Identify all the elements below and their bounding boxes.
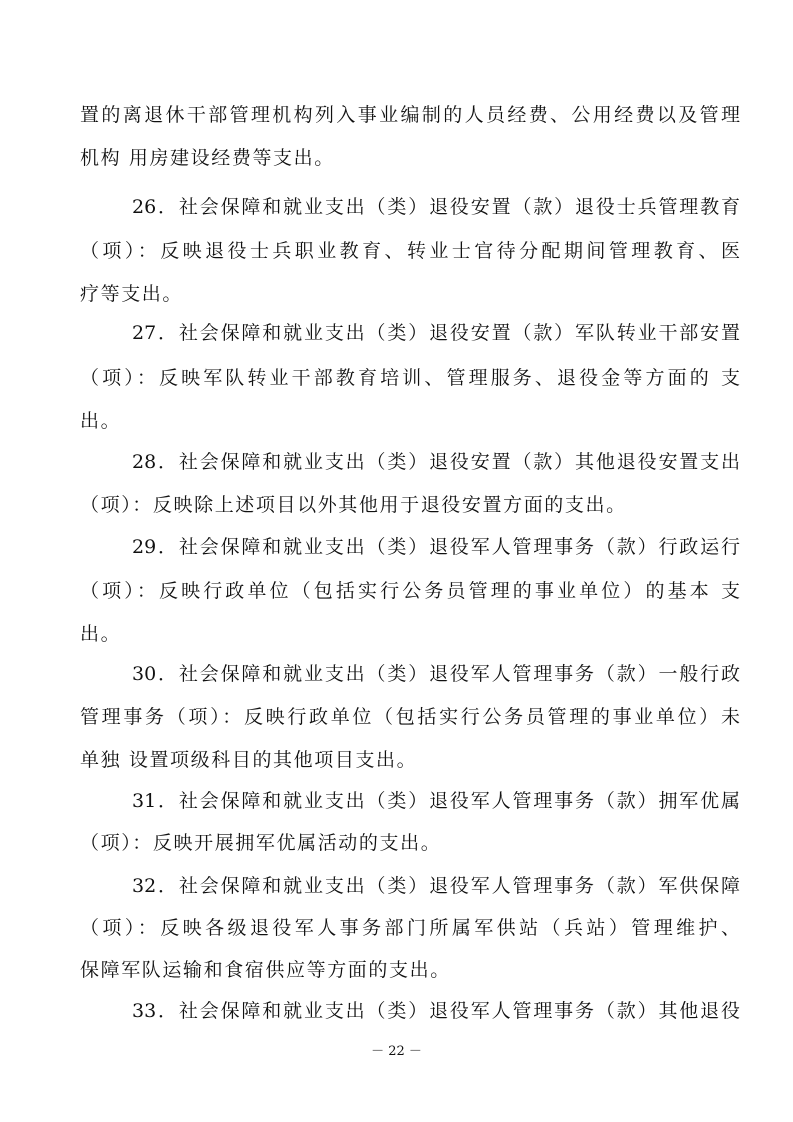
text-line: （项）：反映除上述项目以外其他用于退役安置方面的支出。 xyxy=(80,494,627,516)
paragraph-start-line: 29．社会保障和就业支出（类）退役军人管理事务（款）行政运行 xyxy=(132,536,740,558)
paragraph-start-line: 33．社会保障和就业支出（类）退役军人管理事务（款）其他退役 xyxy=(132,1000,740,1022)
paragraph-start-line: 32．社会保障和就业支出（类）退役军人管理事务（款）军供保障 xyxy=(132,875,740,897)
text-line: （项）：反映退役士兵职业教育、转业士官待分配期间管理教育、医 xyxy=(80,240,740,262)
text-line: （项）：反映军队转业干部教育培训、管理服务、退役金等方面的 支 xyxy=(80,367,740,389)
text-line: 机构 用房建设经费等支出。 xyxy=(80,147,335,169)
paragraph-start-line: 30．社会保障和就业支出（类）退役军人管理事务（款）一般行政 xyxy=(132,663,740,685)
paragraph-start-line: 27．社会保障和就业支出（类）退役安置（款）军队转业干部安置 xyxy=(132,322,740,344)
text-line: （项）：反映行政单位（包括实行公务员管理的事业单位）的基本 支 xyxy=(80,580,740,602)
text-line: 疗等支出。 xyxy=(80,283,184,305)
text-line: 置的离退休干部管理机构列入事业编制的人员经费、公用经费以及管理 xyxy=(80,104,740,126)
text-line: 出。 xyxy=(80,623,122,645)
paragraph-start-line: 31．社会保障和就业支出（类）退役军人管理事务（款）拥军优属 xyxy=(132,790,740,812)
text-line: 管理事务（项）：反映行政单位（包括实行公务员管理的事业单位）未 xyxy=(80,706,740,728)
paragraph-start-line: 28．社会保障和就业支出（类）退役安置（款）其他退役安置支出 xyxy=(132,451,740,473)
text-line: 出。 xyxy=(80,410,122,432)
text-line: 保障军队运输和食宿供应等方面的支出。 xyxy=(80,959,451,981)
text-line: （项）：反映各级退役军人事务部门所属军供站（兵站）管理维护、 xyxy=(80,917,740,939)
text-line: 单独 设置项级科目的其他项目支出。 xyxy=(80,749,418,771)
text-line: （项）：反映开展拥军优属活动的支出。 xyxy=(80,832,442,854)
paragraph-start-line: 26．社会保障和就业支出（类）退役安置（款）退役士兵管理教育 xyxy=(132,196,740,218)
page-number: － 22 － xyxy=(371,1044,422,1059)
